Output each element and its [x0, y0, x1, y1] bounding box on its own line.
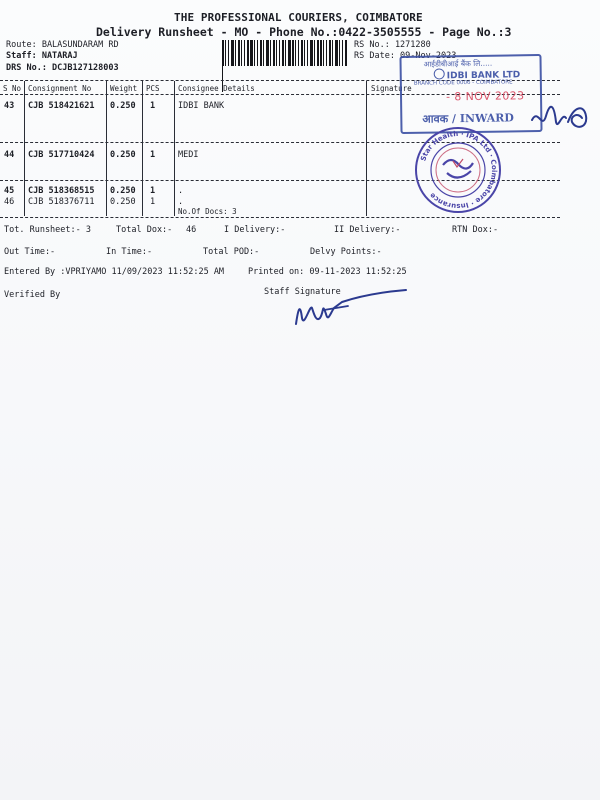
col-divider — [142, 81, 143, 216]
barcode-bar — [339, 40, 340, 66]
stamp-date: - 8 NOV 2023 — [445, 89, 525, 104]
stamp-inward: आवक / INWARD — [422, 111, 514, 126]
barcode-bar — [301, 40, 303, 66]
route-label: Route: BALASUNDARAM RD — [6, 40, 119, 50]
row-consignment: CJB 518376711 — [28, 197, 95, 207]
stamp-bank-name: IDBI BANK LTD — [434, 67, 521, 81]
total-dox-value: 46 — [186, 225, 197, 235]
row-consignee: . — [178, 197, 184, 207]
barcode-bar — [314, 40, 315, 66]
barcode-bar — [288, 40, 291, 66]
col-sno: S No — [3, 84, 22, 93]
tot-runsheet: Tot. Runsheet:- 3 — [4, 225, 91, 235]
barcode-bar — [238, 40, 240, 66]
barcode-bar — [257, 40, 258, 66]
barcode-bar — [222, 40, 224, 66]
delvy-points: Delvy Points:- — [310, 247, 382, 257]
row-weight: 0.250 — [110, 186, 136, 196]
barcode-bar — [335, 40, 338, 66]
barcode-bar — [254, 40, 255, 66]
col-consignment: Consignment No — [28, 84, 92, 93]
barcode-bar — [329, 40, 331, 66]
barcode-bar — [250, 40, 253, 66]
barcode-bar — [282, 40, 284, 66]
barcode-bar — [263, 40, 264, 66]
no-of-docs: No.Of Docs: 3 — [178, 207, 237, 216]
rtn-dox: RTN Dox:- — [452, 225, 499, 235]
verified-by: Verified By — [4, 290, 61, 300]
idbi-inward-stamp — [399, 54, 542, 134]
col-divider — [24, 81, 25, 216]
svg-text:Star Health · IPA Ltd · Coimba: Star Health · IPA Ltd · Coimbatore · Insurance — [419, 129, 499, 211]
col-consignee: Consignee Details — [178, 84, 255, 93]
col-pcs: PCS — [146, 84, 160, 93]
barcode-bar — [345, 40, 347, 66]
barcode-bar — [241, 40, 242, 66]
row-consignee: MEDI — [178, 150, 199, 160]
row-weight: 0.250 — [110, 197, 136, 207]
barcode-bar — [228, 40, 229, 66]
barcode-bar — [304, 40, 305, 66]
i-delivery: I Delivery:- — [224, 225, 286, 235]
idbi-logo-icon — [434, 68, 445, 79]
barcode-bar — [317, 40, 319, 66]
row-pcs: 1 — [150, 150, 156, 160]
col-signature: Signature — [371, 84, 412, 93]
barcode-bar — [260, 40, 262, 66]
barcode-bar — [307, 40, 308, 66]
staff-signature-mark — [290, 288, 410, 332]
barcode-bar — [332, 40, 333, 66]
staff-signature-label: Staff Signature — [264, 287, 341, 297]
barcode-bar — [244, 40, 245, 66]
barcode-bar — [342, 40, 343, 66]
drs-number: DRS No.: DCJB127128003 — [6, 63, 119, 73]
stamp-branch-line: BRANCH CODE 0006 - COIMBATORE — [413, 79, 513, 87]
barcode-bar — [270, 40, 271, 66]
col-weight: Weight — [110, 84, 138, 93]
barcode-bar — [320, 40, 322, 66]
row-consignment: CJB 518421621 — [28, 101, 95, 111]
barcode-bar — [285, 40, 286, 66]
barcode-bar — [231, 40, 234, 66]
barcode-bar — [273, 40, 275, 66]
ii-delivery: II Delivery:- — [334, 225, 401, 235]
barcode-bar — [225, 40, 226, 66]
col-divider — [174, 81, 175, 216]
row-weight: 0.250 — [110, 150, 136, 160]
col-divider — [106, 81, 107, 216]
out-time: Out Time:- — [4, 247, 56, 257]
row-pcs: 1 — [150, 101, 156, 111]
row-weight: 0.250 — [110, 101, 136, 111]
barcode-bar — [295, 40, 296, 66]
barcode — [222, 40, 350, 66]
circular-seal-icon — [413, 125, 503, 215]
row-consignment: CJB 518368515 — [28, 186, 95, 196]
barcode-bar — [326, 40, 327, 66]
row-sno: 43 — [4, 101, 15, 111]
company-title: THE PROFESSIONAL COURIERS, COIMBATORE — [174, 11, 423, 24]
row-pcs: 1 — [150, 197, 156, 207]
barcode-bar — [279, 40, 280, 66]
row-sno: 46 — [4, 197, 15, 207]
row-consignee: . — [178, 186, 184, 196]
barcode-bar — [276, 40, 277, 66]
row-consignee: IDBI BANK — [178, 101, 225, 111]
barcode-bar — [298, 40, 299, 66]
in-time: In Time:- — [106, 247, 153, 257]
stamp-hindi-name: आईडीबीआई बैंक लि..... — [423, 58, 493, 69]
barcode-bar — [235, 40, 236, 66]
rs-date: RS Date: 09-Nov-2023 — [354, 51, 457, 61]
barcode-bar — [310, 40, 313, 66]
handwritten-initials-signature — [528, 100, 592, 136]
total-pod: Total POD:- — [203, 247, 260, 257]
table-bottom-rule — [0, 217, 560, 218]
total-dox-label: Total Dox:- — [116, 225, 173, 235]
printed-on: Printed on: 09-11-2023 11:52:25 — [248, 267, 407, 277]
col-divider — [366, 81, 367, 216]
row-sno: 45 — [4, 186, 15, 196]
row-sno: 44 — [4, 150, 15, 160]
rs-number: RS No.: 1271280 — [354, 40, 431, 50]
barcode-bar — [247, 40, 249, 66]
barcode-bar — [266, 40, 269, 66]
runsheet-subtitle: Delivery Runsheet - MO - Phone No.:0422-3505555 - Page No.:3 — [96, 25, 512, 39]
row-consignment: CJB 517710424 — [28, 150, 95, 160]
staff-label: Staff: NATARAJ — [6, 51, 78, 61]
row-pcs: 1 — [150, 186, 156, 196]
entered-by: Entered By :VPRIYAMO 11/09/2023 11:52:25 AM — [4, 267, 225, 277]
barcode-bar — [292, 40, 294, 66]
barcode-bar — [323, 40, 324, 66]
